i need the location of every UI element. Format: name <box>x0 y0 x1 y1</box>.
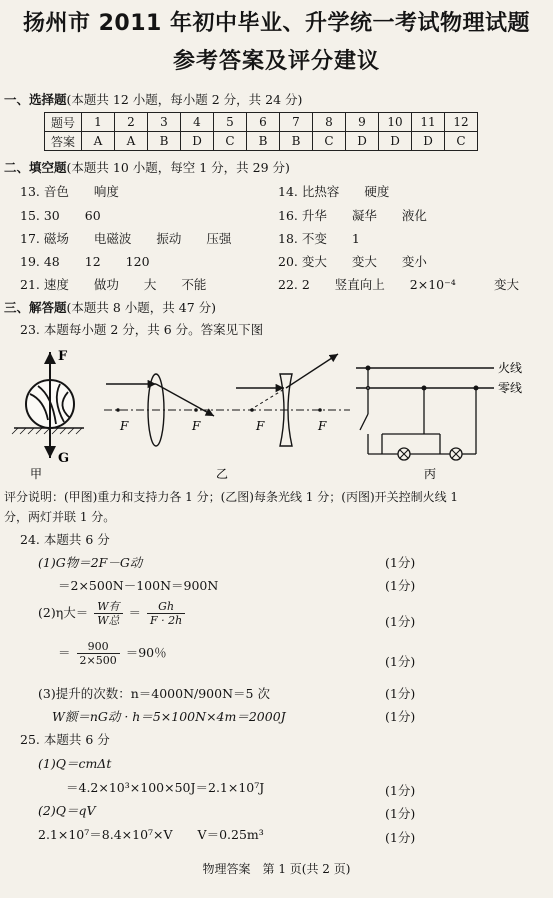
table-cell: 10 <box>379 113 412 132</box>
fraction-gh: $\frac{Gh}{F \cdot 2h}$ <box>147 600 185 627</box>
focus-label: F <box>256 419 265 433</box>
ground-hatch <box>12 428 82 434</box>
score-mark: (1分) <box>385 555 416 570</box>
q23-title: 23. 本题每小题 2 分，共 6 分。答案见下图 <box>20 322 264 337</box>
answer-q15: 15. 30 60 <box>20 208 101 223</box>
table-cell: C <box>214 132 247 151</box>
label-bing: 丙 <box>424 467 437 481</box>
table-cell: 6 <box>247 113 280 132</box>
q23-note-line1: 评分说明：(甲图)重力和支持力各 1 分；(乙图)每条光线 1 分；(丙图)开关控制火线 1 <box>4 490 459 504</box>
figure-yi <box>104 354 350 481</box>
focus-label: F <box>192 419 201 433</box>
q25-line2: ＝4.2×10³×100×50J＝2.1×10⁷J <box>66 780 265 795</box>
table-cell: 11 <box>412 113 445 132</box>
table-cell: B <box>247 132 280 151</box>
q23-figure <box>0 338 553 484</box>
switch-icon <box>360 414 368 430</box>
section2-heading: 二、填空题(本题共 10 小题，每空 1 分，共 29 分) <box>4 160 290 175</box>
live-wire-label: 火线 <box>498 361 523 375</box>
table-row-answers <box>45 132 478 151</box>
score-mark: (1分) <box>385 806 416 821</box>
label-yi: 乙 <box>216 467 229 481</box>
q24-line3: (2)η大＝ $\frac{\text{W有}}{\text{W总}}$ ＝ $\frac{Gh}{F \cdot 2h}$ <box>38 600 187 627</box>
label-jia: 甲 <box>30 467 43 481</box>
q25-line1: (1)Q＝cmΔt <box>38 756 112 771</box>
table-cell: 7 <box>280 113 313 132</box>
q25-title: 25. 本题共 6 分 <box>20 732 110 747</box>
q24-line6: W额＝nG动 · h＝5×100N×4m＝2000J <box>52 709 286 724</box>
figure-bing <box>356 366 494 460</box>
score-mark: (1分) <box>385 654 416 669</box>
section1-heading: 一、选择题(本题共 12 小题，每小题 2 分，共 24 分) <box>4 92 303 107</box>
answer-q14: 14. 比热容 硬度 <box>278 184 390 199</box>
light-ray-out <box>156 384 214 416</box>
score-mark: (1分) <box>385 614 416 629</box>
answer-q17: 17. 磁场 电磁波 振动 压强 <box>20 231 232 246</box>
q24-title: 24. 本题共 6 分 <box>20 532 110 547</box>
table-cell: 3 <box>148 113 181 132</box>
score-mark: (1分) <box>385 686 416 701</box>
q24-line4: ＝ $\frac{900}{2\times 500}$ ＝90％ <box>58 640 167 667</box>
label-G: G <box>58 451 70 466</box>
table-cell: 4 <box>181 113 214 132</box>
answer-q21: 21. 速度 做功 大 不能 <box>20 277 207 292</box>
answer-q13: 13. 音色 响度 <box>20 184 119 199</box>
page-footer: 物理答案 第 1 页(共 2 页) <box>202 862 351 876</box>
score-mark: (1分) <box>385 709 416 724</box>
table-cell: 8 <box>313 113 346 132</box>
answer-table <box>44 112 478 151</box>
light-ray-out <box>286 354 338 388</box>
table-cell: 1 <box>82 113 115 132</box>
table-cell: A <box>115 132 148 151</box>
answer-q18: 18. 不变 1 <box>278 231 360 246</box>
table-cell: D <box>346 132 379 151</box>
focus-label: F <box>120 419 129 433</box>
table-cell: C <box>313 132 346 151</box>
table-cell: C <box>445 132 478 151</box>
table-cell: D <box>181 132 214 151</box>
paper-title: 扬州市 2011 年初中毕业、升学统一考试物理试题 <box>22 11 531 36</box>
table-row-numbers <box>45 113 478 132</box>
q24-line2: ＝2×500N－100N＝900N <box>58 578 219 593</box>
table-cell: D <box>412 132 445 151</box>
score-mark: (1分) <box>385 830 416 845</box>
table-cell: D <box>379 132 412 151</box>
label-F: F <box>58 349 68 364</box>
table-cell: 题号 <box>45 113 82 132</box>
neutral-wire-label: 零线 <box>498 381 523 395</box>
answer-q19: 19. 48 12 120 <box>20 254 150 269</box>
table-cell: B <box>280 132 313 151</box>
score-mark: (1分) <box>385 783 416 798</box>
score-mark: (1分) <box>385 578 416 593</box>
fraction-work: $\frac{\text{W有}}{\text{W总}}$ <box>94 600 122 627</box>
table-cell: A <box>82 132 115 151</box>
q24-line1: (1)G物＝2F－G动 <box>38 555 143 570</box>
figure-jia <box>12 349 84 481</box>
fraction-value: $\frac{900}{2\times 500}$ <box>77 640 120 667</box>
table-cell: 5 <box>214 113 247 132</box>
table-cell: B <box>148 132 181 151</box>
table-cell: 2 <box>115 113 148 132</box>
section3-heading: 三、解答题(本题共 8 小题，共 47 分) <box>4 300 217 315</box>
table-cell: 12 <box>445 113 478 132</box>
table-cell: 9 <box>346 113 379 132</box>
virtual-ray <box>250 388 286 410</box>
answer-q22-last: 变大 <box>494 277 520 292</box>
q25-line4: 2.1×10⁷＝8.4×10⁷×V V＝0.25m³ <box>38 827 264 842</box>
table-cell: 答案 <box>45 132 82 151</box>
q23-note-line2: 分，两灯并联 1 分。 <box>4 510 116 524</box>
q25-line3: (2)Q＝qV <box>38 803 96 818</box>
q24-line5: (3)提升的次数：n＝4000N/900N＝5 次 <box>38 686 270 701</box>
paper-subtitle: 参考答案及评分建议 <box>172 49 380 74</box>
focus-label: F <box>318 419 327 433</box>
answer-q20: 20. 变大 变大 变小 <box>278 254 427 269</box>
answer-q22: 22. 2 竖直向上 2×10⁻⁴ <box>278 277 456 292</box>
answer-q16: 16. 升华 凝华 液化 <box>278 208 427 223</box>
